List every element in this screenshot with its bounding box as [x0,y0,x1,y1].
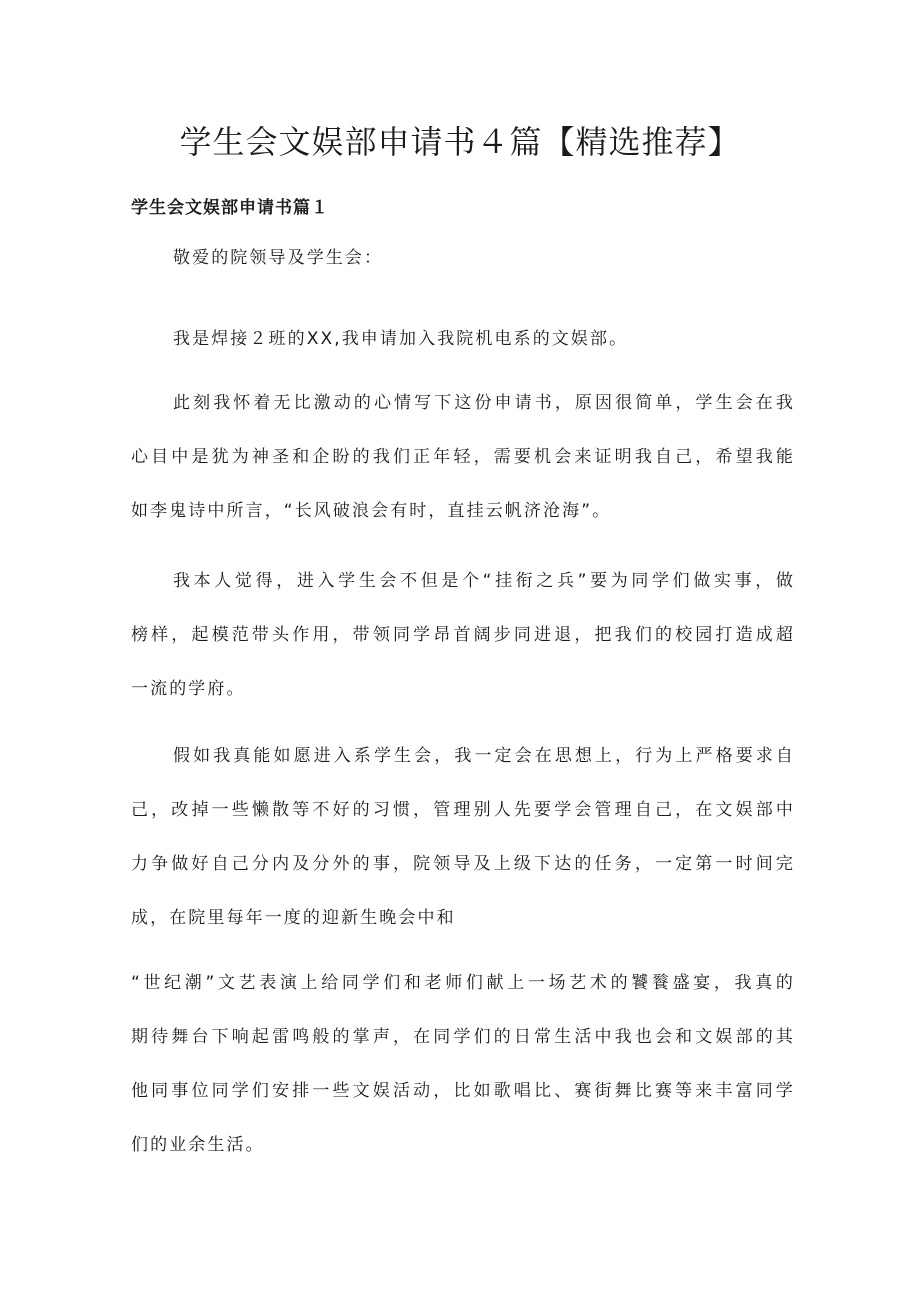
paragraph-salutation [131,231,795,285]
text-line: 期待舞台下响起雷鸣般的掌声，在同学们的日常生活中我也会和文娱部的其 [131,1027,795,1047]
text-line: 我本人觉得，进入学生会不但是个“挂衔之兵”要为同学们做实事，做 [173,571,795,591]
paragraph-commitment [131,729,795,945]
text-line: 们的业余生活。 [131,1135,265,1155]
text-line: 敬爱的院领导及学生会： [173,248,384,268]
text-line: 成，在院里每年一度的迎新生晚会中和 [131,908,456,928]
text-line: 他同事位同学们安排一些文娱活动，比如歌唱比、赛街舞比赛等来丰富同学 [131,1081,795,1101]
page-title: 学生会文娱部申请书４篇【精选推荐】 [179,123,741,161]
paragraph-activities [131,956,795,1172]
text-line: 一流的学府。 [131,679,246,699]
paragraph-motivation [131,376,795,538]
text-line: “世纪潮”文艺表演上给同学们和老师们献上一场艺术的饕餮盛宴，我真的 [131,973,795,993]
text-line: 假如我真能如愿进入系学生会，我一定会在思想上，行为上严格要求自 [173,746,795,766]
paragraph-introduction [131,312,795,366]
text-line: 我是焊接２班的XX,我申请加入我院机电系的文娱部。 [173,329,629,349]
text-line: 此刻我怀着无比激动的心情写下这份申请书，原因很简单，学生会在我 [173,393,795,413]
text-line: 榜样，起模范带头作用，带领同学昂首阔步同进退，把我们的校园打造成超 [131,625,795,645]
text-line: 心目中是犹为神圣和企盼的我们正年轻，需要机会来证明我自己，希望我能 [131,447,795,467]
paragraph-understanding [131,554,795,716]
text-line: 己，改掉一些懒散等不好的习惯，管理别人先要学会管理自己，在文娱部中 [131,800,795,820]
section-heading: 学生会文娱部申请书篇１ [131,198,329,218]
text-line: 如李鬼诗中所言，“长风破浪会有时，直挂云帆济沧海”。 [131,501,612,521]
text-line: 力争做好自己分内及分外的事，院领导及上级下达的任务，一定第一时间完 [131,854,795,874]
